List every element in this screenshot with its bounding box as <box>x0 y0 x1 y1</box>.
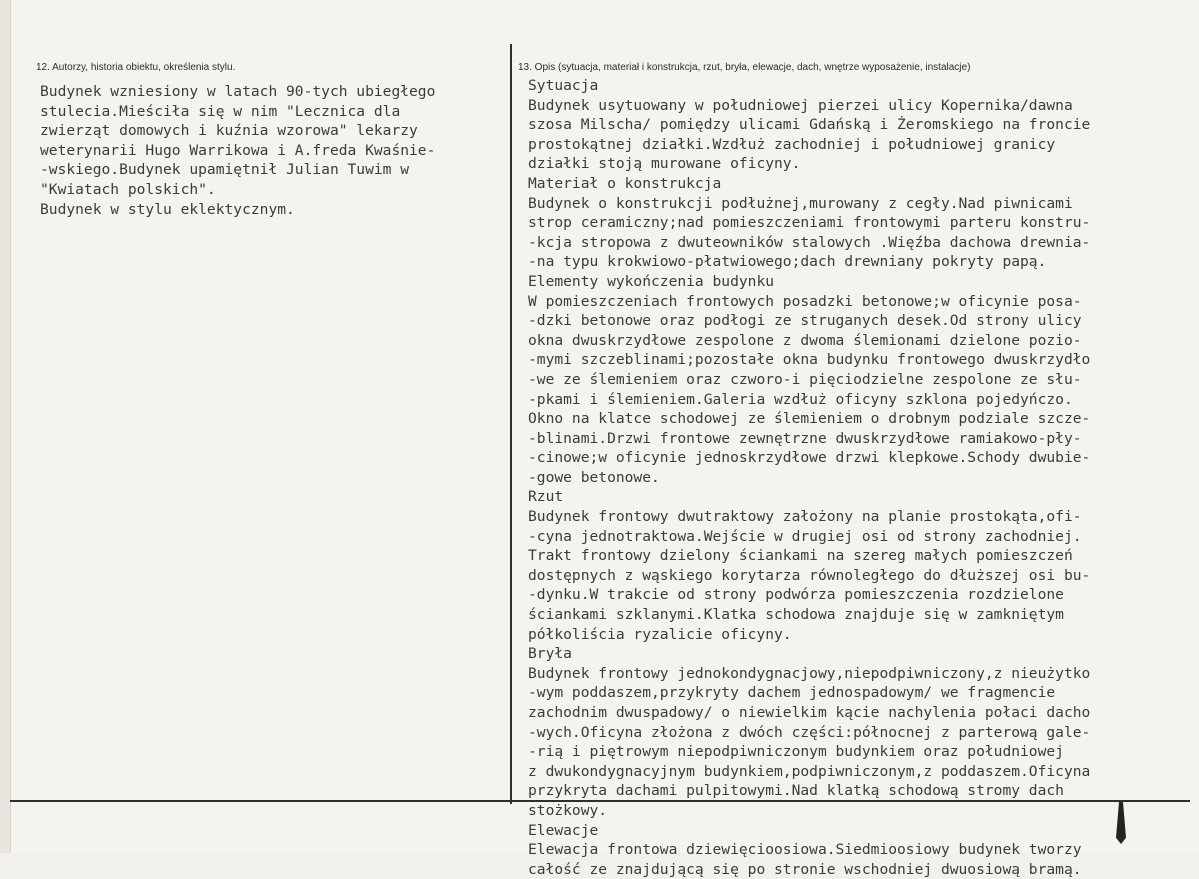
text-line: zwierząt domowych i kuźnia wzorowa" lekarzy <box>40 122 418 140</box>
text-line: -wskiego.Budynek upamiętnił Julian Tuwim w <box>40 161 410 179</box>
text-line: Rzut <box>528 488 564 506</box>
text-line: W pomieszczeniach frontowych posadzki betonowe;w oficynie posa- <box>528 292 1082 310</box>
text-line: -mymi szczeblinami;pozostałe okna budynku frontowego dwuskrzydło <box>528 351 1091 369</box>
text-line: -we ze ślemieniem oraz czworo-i pięciodzielne zespolone ze słu- <box>528 370 1082 388</box>
text-line: weterynarii Hugo Warrikowa i A.freda Kwaśnie- <box>40 141 436 159</box>
text-line: przykryta dachami pulpitowymi.Nad klatką schodową stromy dach <box>528 782 1064 800</box>
text-line: -blinami.Drzwi frontowe zewnętrzne dwuskrzydłowe ramiakowo-pły- <box>528 429 1082 447</box>
text-line: -rią i piętrowym niepodpiwniczonym budynkiem oraz południowej <box>528 743 1064 761</box>
text-line: -dynku.W trakcie od strony podwórza pomieszczenia rozdzielone <box>528 586 1064 604</box>
text-line: -wym poddaszem,przykryty dachem jednospadowym/ we fragmencie <box>528 684 1056 702</box>
text-line: Budynek o konstrukcji podłużnej,murowany z cegły.Nad piwnicami <box>528 194 1073 212</box>
text-line: całość ze znajdującą się po stronie wschodniej dwuosiową bramą. <box>528 860 1082 878</box>
text-line: zachodnim dwuspadowy/ o niewielkim kącie nachylenia połaci dacho <box>528 704 1091 721</box>
text-line: okna dwuskrzydłowe zespolone z dwoma ślemionami dzielone pozio- <box>528 331 1082 349</box>
text-line: strop ceramiczny;nad pomieszczeniami frontowymi parteru konstru- <box>528 214 1091 232</box>
description-text <box>528 76 1198 879</box>
text-line: stulecia.Mieściła się w nim "Lecznica dla <box>40 102 401 120</box>
text-line: szosa Milscha/ pomiędzy ulicami Gdańską i Żeromskiego na froncie <box>528 116 1091 134</box>
text-line: -cinowe;w oficynie jednoskrzydłowe drzwi klepkowe.Schody dwubie- <box>528 449 1091 467</box>
text-line: Budynek wzniesiony w latach 90-tych ubiegłego <box>40 83 436 100</box>
text-line: Budynek usytuowany w południowej pierzei ulicy Kopernika/dawna <box>528 96 1073 114</box>
authors-history-text <box>40 82 435 219</box>
text-line: półkoliścia ryzalicie oficyny. <box>528 625 792 643</box>
column-divider <box>510 44 512 804</box>
text-line: stożkowy. <box>528 801 608 819</box>
section-header-13: 13. Opis (sytuacja, materiał i konstrukcja, rzut, bryła, elewacje, dach, wnętrze wyposażenie, instalacje) <box>518 62 971 73</box>
text-line: Budynek frontowy jednokondygnacjowy,niepodpiwniczony,z nieużytko <box>528 664 1091 682</box>
text-line: Elewacje <box>528 821 599 839</box>
text-line: "Kwiatach polskich". <box>40 180 216 198</box>
text-line: -gowe betonowe. <box>528 468 660 486</box>
text-line: Okno na klatce schodowej ze ślemieniem o drobnym podziale szcze- <box>528 410 1091 428</box>
text-line: działki stoją murowane oficyny. <box>528 155 801 173</box>
text-line: prostokątnej działki.Wzdłuż zachodniej i południowej granicy <box>528 135 1056 153</box>
text-line: -cyna jednotraktowa.Wejście w drugiej osi od strony zachodniej. <box>528 527 1082 545</box>
text-line: Sytuacja <box>528 77 599 94</box>
text-line: -kcja stropowa z dwuteowników stalowych .Więźba dachowa drewnia- <box>528 233 1091 251</box>
page-edge <box>0 0 10 853</box>
text-line: dostępnych z wąskiego korytarza równoległego do dłuższej osi bu- <box>528 566 1091 584</box>
text-line: Bryła <box>528 645 572 663</box>
text-line: Materiał o konstrukcja <box>528 174 722 192</box>
text-line: Elewacja frontowa dziewięcioosiowa.Siedmioosiowy budynek tworzy <box>528 841 1082 859</box>
text-line: -dzki betonowe oraz podłogi ze struganych desek.Od strony ulicy <box>528 312 1082 330</box>
text-line: -na typu krokwiowo-płatwiowego;dach drewniany pokryty papą. <box>528 253 1047 271</box>
section-header-12: 12. Autorzy, historia obiektu, określenia stylu. <box>36 62 236 73</box>
text-line: ściankami szklanymi.Klatka schodowa znajduje się w zamkniętym <box>528 606 1064 624</box>
text-line: -wych.Oficyna złożona z dwóch części:północnej z parterową gale- <box>528 723 1091 741</box>
text-line: -pkami i ślemieniem.Galeria wzdłuż oficyny szklona pojedyńczo. <box>528 390 1073 408</box>
text-line: Elementy wykończenia budynku <box>528 272 775 290</box>
text-line: Trakt frontowy dzielony ściankami na szereg małych pomieszczeń <box>528 547 1073 565</box>
text-line: Budynek frontowy dwutraktowy założony na planie prostokąta,ofi- <box>528 508 1082 526</box>
text-line: z dwukondygnacyjnym budynkiem,podpiwniczonym,z poddaszem.Oficyna <box>528 762 1091 780</box>
text-line: Budynek w stylu eklektycznym. <box>40 200 295 218</box>
